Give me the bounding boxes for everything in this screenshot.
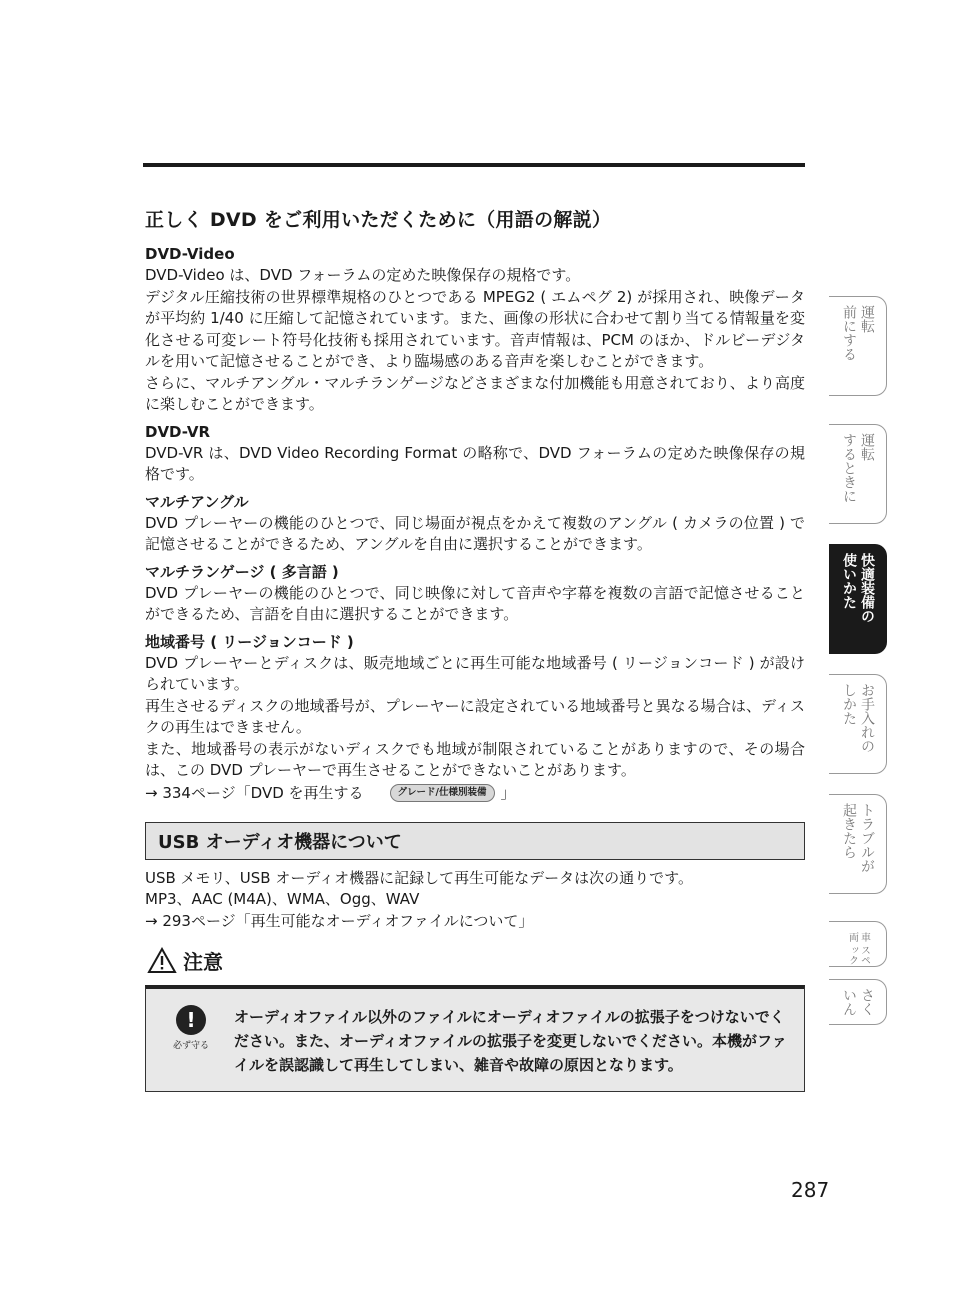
chapter-tab-label: 車両	[846, 932, 870, 942]
chapter-tab[interactable]	[829, 794, 887, 894]
caution-box	[145, 985, 805, 1092]
caution-text: オーディオファイル以外のファイルにオーディオファイルの拡張子をつけないでください。また、オーディオファイルの拡張子を変更しないでください。本機がファイルを誤認識して再生してしまい、雑音や故障の原因となります。	[234, 1008, 787, 1074]
glossary-paragraph: デジタル圧縮技術の世界標準規格のひとつである MPEG2 ( エムペグ 2) が採用され、映像データが平均約 1/40 に圧縮して記憶されています。また、画像の形状に合わせて割り当てる情報量を変化させる可変レート符号化技術も採用されています。音声情報は、PCM のほか、ドルビーデジタルを用いて記憶させることができ、より臨場感のある音声を楽しむことができます。	[145, 287, 805, 370]
chapter-tab-label: お手入れの	[859, 683, 875, 753]
chapter-tab-label: 起きたら	[841, 803, 857, 859]
chapter-tab-label: 使いかた	[841, 553, 857, 609]
glossary-paragraph: DVD プレーヤーの機能のひとつで、同じ場面が視点をかえて複数のアングル ( カメラの位置 ) で記憶させることができるため、アングルを自由に選択することができます。	[145, 513, 805, 553]
glossary-paragraph: また、地域番号の表示がないディスクでも地域が制限されていることがありますので、その場合は、この DVD プレーヤーで再生させることができないことがあります。	[145, 739, 805, 779]
page-number: 287	[791, 1178, 830, 1202]
chapter-tab[interactable]	[829, 296, 887, 396]
must-follow-icon	[160, 1005, 222, 1077]
chapter-tab-label: 快適装備の	[859, 553, 875, 623]
caution-heading	[147, 946, 805, 975]
chapter-tab-label: 運転	[859, 433, 875, 461]
glossary-term: 地域番号 ( リージョンコード )	[145, 632, 354, 651]
chapter-tab-label: トラブルが	[859, 803, 875, 873]
glossary-paragraph: さらに、マルチアングル・マルチランゲージなどさまざまな付加機能も用意されており、より高度に楽しむことができます。	[145, 373, 805, 413]
main-content	[145, 205, 805, 1092]
section-heading: 正しく DVD をご利用いただくために（用語の解説）	[145, 209, 612, 231]
glossary-term: DVD-Video	[145, 245, 235, 263]
reference-text: → 334ページ「DVD を再生する	[145, 783, 364, 802]
glossary-paragraph: DVD プレーヤーとディスクは、販売地域ごとに再生可能な地域番号 ( リージョンコード ) が設けられています。	[145, 653, 805, 693]
glossary-paragraph: DVD-Video は、DVD フォーラムの定めた映像保存の規格です。	[145, 266, 581, 284]
chapter-tab[interactable]	[829, 544, 887, 654]
exclamation-icon: !	[176, 1005, 206, 1035]
top-rule	[143, 163, 805, 167]
glossary-term: マルチランゲージ ( 多言語 )	[145, 562, 339, 581]
chapter-tab-label: いん	[841, 988, 857, 1016]
grade-badge: グレード/仕様別装備	[390, 784, 495, 802]
glossary-sections	[145, 244, 805, 782]
chapter-tab-label: 前にする	[841, 305, 857, 361]
must-follow-label: 必ず守る	[172, 1041, 209, 1051]
glossary-paragraph: DVD-VR は、DVD Video Recording Format の略称で、DVD フォーラムの定めた映像保存の規格です。	[145, 443, 805, 483]
usb-line: → 293ページ「再生可能なオーディオファイルについて」	[145, 911, 534, 930]
chapter-tab[interactable]	[829, 424, 887, 524]
chapter-tab-label: するときに	[841, 433, 857, 503]
warning-triangle-icon	[147, 947, 177, 974]
glossary-term: DVD-VR	[145, 422, 211, 441]
usb-section-body	[145, 868, 805, 933]
chapter-tab[interactable]	[829, 979, 887, 1025]
chapter-tab-label: しかた	[841, 683, 857, 725]
reference-close: 」	[500, 783, 516, 802]
glossary-paragraph: 再生させるディスクの地域番号が、プレーヤーに設定されている地域番号と異なる場合は、ディスクの再生はできません。	[145, 696, 805, 736]
caution-title: 注意	[183, 950, 223, 974]
chapter-tab[interactable]	[829, 921, 887, 967]
reference-dvd-play	[145, 782, 805, 804]
glossary-term: マルチアングル	[145, 492, 249, 511]
usb-line: USB メモリ、USB オーディオ機器に記録して再生可能なデータは次の通りです。	[145, 868, 693, 887]
chapter-tab[interactable]	[829, 674, 887, 774]
usb-line: MP3、AAC (M4A)、WMA、Ogg、WAV	[145, 890, 420, 908]
chapter-tab-label: スペック	[846, 944, 870, 965]
chapter-tab-label: 運転	[859, 305, 875, 333]
chapter-tab-label: さく	[859, 988, 875, 1016]
usb-section-title: USB オーディオ機器について	[145, 822, 805, 860]
glossary-paragraph: DVD プレーヤーの機能のひとつで、同じ映像に対して音声や字幕を複数の言語で記憶させることができるため、言語を自由に選択することができます。	[145, 583, 805, 623]
